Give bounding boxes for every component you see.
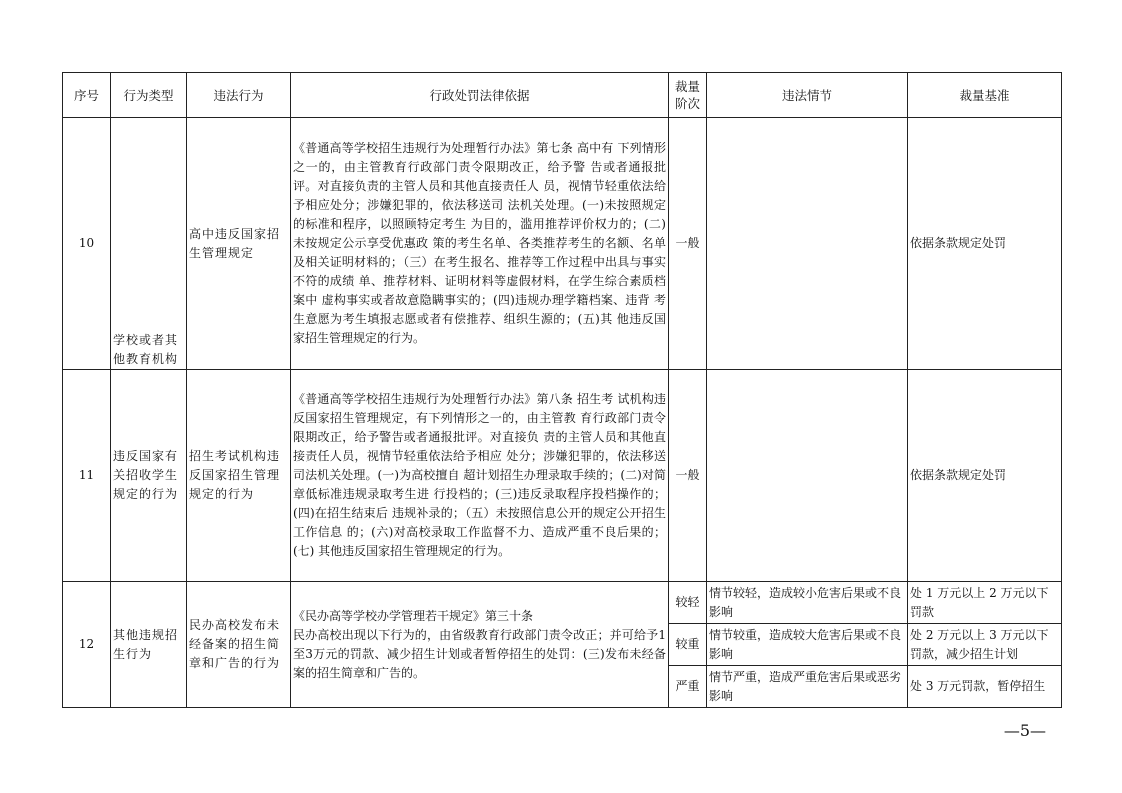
row-number: 11 <box>63 370 111 582</box>
behavior-type: 违反国家有关招收学生规定的行为 <box>111 370 187 582</box>
violation-circumstance <box>707 370 908 582</box>
header-circumstance: 违法情节 <box>707 73 908 118</box>
header-law: 行政处罚法律依据 <box>291 73 669 118</box>
regulation-table <box>62 72 1062 708</box>
discretion-level: 一般 <box>669 118 707 370</box>
table-row-11 <box>63 370 1062 582</box>
violation-circumstance: 情节较轻，造成较小危害后果或不良影响 <box>707 582 908 624</box>
header-standard: 裁量基准 <box>908 73 1062 118</box>
discretion-level: 较重 <box>669 624 707 666</box>
violation-act: 民办高校发布未 经备案的招生简 章和广告的行为 <box>187 582 291 708</box>
behavior-type: 其他违规招 生行为 <box>111 582 187 708</box>
header-violation: 违法行为 <box>187 73 291 118</box>
violation-act: 招生考试机构违 反国家招生管理 规定的行为 <box>187 370 291 582</box>
discretion-standard: 处 3 万元罚款，暂停招生 <box>908 666 1062 708</box>
header-row <box>63 73 1062 118</box>
discretion-standard: 处 1 万元以上 2 万元以下罚款 <box>908 582 1062 624</box>
discretion-standard: 处 2 万元以上 3 万元以下罚款，减少招生计划 <box>908 624 1062 666</box>
table-row-12a <box>63 582 1062 624</box>
header-type: 行为类型 <box>111 73 187 118</box>
discretion-standard: 依据条款规定处罚 <box>908 370 1062 582</box>
legal-basis-text: 民办高校出现以下行为的，由省级教育行政部门责令改正；并可给予1至3万元的罚款、减少招生计划或者暂停招生的处罚：(三)发布未经备案的招生简章和广告的。 <box>293 627 666 680</box>
discretion-standard: 依据条款规定处罚 <box>908 118 1062 370</box>
violation-circumstance <box>707 118 908 370</box>
table-row-10 <box>63 118 1062 370</box>
discretion-level: 一般 <box>669 370 707 582</box>
violation-act: 高中违反国家招生管理规定 <box>187 118 291 370</box>
discretion-level: 较轻 <box>669 582 707 624</box>
page-number: —5— <box>1003 721 1046 740</box>
row-number: 10 <box>63 118 111 370</box>
legal-basis: 《普通高等学校招生违规行为处理暂行办法》第七条 高中有 下列情形之一的，由主管教育行政部门责令限期改正，给予警 告或者通报批评。对直接负责的主管人员和其他直接责任人 员，视情节轻重依法给予相应处分；涉嫌犯罪的，依法移送司 法机关处理。(一)未按照规定的标准和程序，以照顾特定考生 为目的，滥用推荐评价权力的；(二)未按规定公示享受优惠政 策的考生名单、各类推荐考生的名额、名单及相关证明材料的；（三）在考生报名、推荐等工作过程中出具与事实不符的成绩 单、推荐材料、证明材料等虚假材料，在学生综合素质档案中 虚构事实或者故意隐瞒事实的；(四)违规办理学籍档案、违背 考生意愿为考生填报志愿或者有偿推荐、组织生源的；(五)其 他违反国家招生管理规定的行为。 <box>291 118 669 370</box>
legal-basis: 《普通高等学校招生违规行为处理暂行办法》第八条 招生考 试机构违反国家招生管理规定，有下列情形之一的，由主管教 育行政部门责令限期改正，给予警告或者通报批评。对直接负 责的主管人员和其他直接责任人员，视情节轻重依法给予相应 处分；涉嫌犯罪的，依法移送司法机关处理。(一)为高校擅自 超计划招生办理录取手续的；(二)对简章低标准违规录取考生进 行投档的；(三)违反录取程序投档操作的；(四)在招生结束后 违规补录的；（五）未按照信息公开的规定公开招生工作信息 的；(六)对高校录取工作监督不力、造成严重不良后果的；(七) 其他违反国家招生管理规定的行为。 <box>291 370 669 582</box>
header-level: 裁量 阶次 <box>669 73 707 118</box>
violation-circumstance: 情节严重，造成严重危害后果或恶劣影响 <box>707 666 908 708</box>
legal-basis <box>291 582 669 708</box>
header-no: 序号 <box>63 73 111 118</box>
legal-basis-title: 《民办高等学校办学管理若干规定》第三十条 <box>293 608 534 623</box>
discretion-level: 严重 <box>669 666 707 708</box>
row-number: 12 <box>63 582 111 708</box>
violation-circumstance: 情节较重，造成较大危害后果或不良影响 <box>707 624 908 666</box>
behavior-type: 学校或者其他教育机构 <box>111 118 187 370</box>
